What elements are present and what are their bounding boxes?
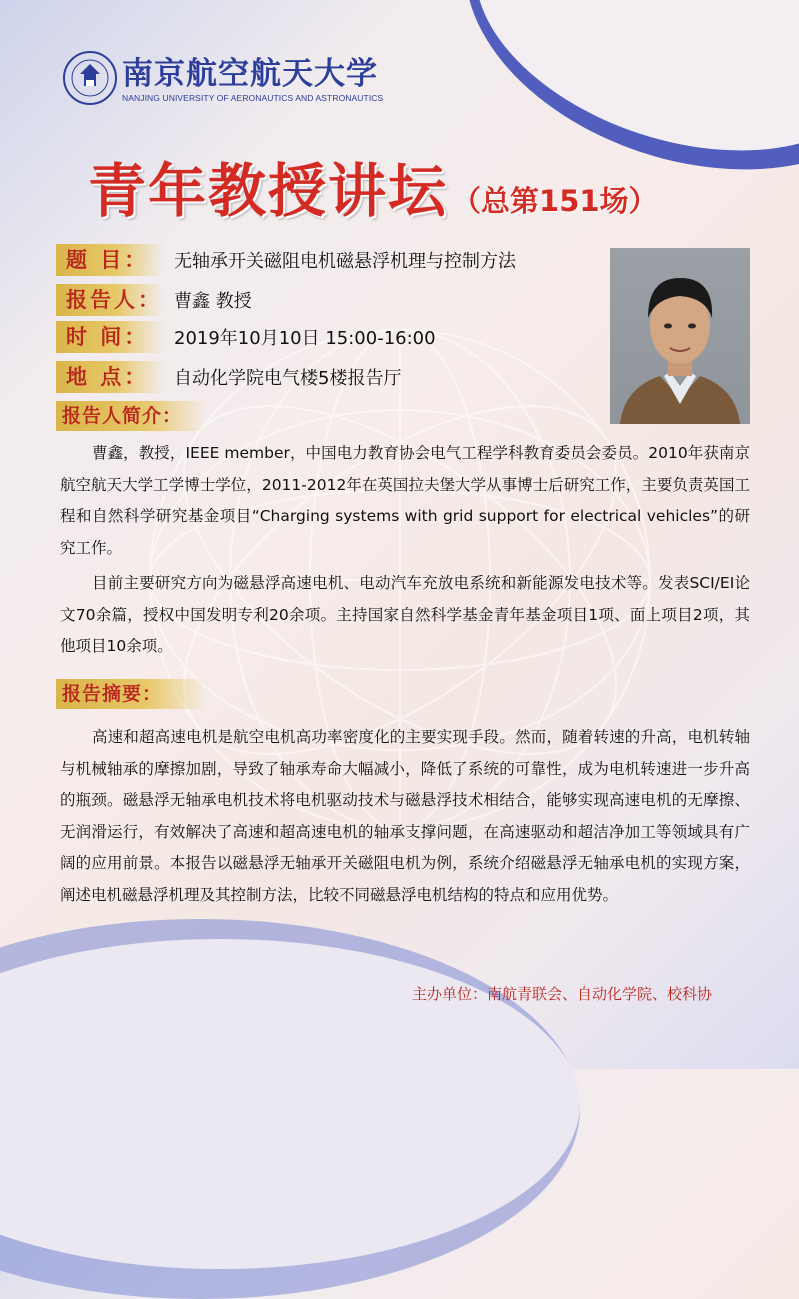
info-row-speaker xyxy=(56,284,252,316)
info-label-speaker: 报告人： xyxy=(56,284,164,316)
info-row-topic xyxy=(56,244,516,276)
speaker-photo xyxy=(610,248,750,424)
bio-paragraph-1: 曹鑫，教授，IEEE member，中国电力教育协会电气工程学科教育委员会委员。2010年获南京航空航天大学工学博士学位，2011-2012年在英国拉夫堡大学从事博士后研究工作，主要负责英国工程和自然科学研究基金项目“Charging systems with grid support for electrical vehicles”的研究工作。 xyxy=(60,444,750,557)
abstract-header: 报告摘要： xyxy=(56,679,206,709)
info-label-time: 时 间： xyxy=(56,321,164,353)
organizers: 主办单位：南航青联会、自动化学院、校科协 xyxy=(412,985,713,1003)
event-title-main: 青年教授讲坛 xyxy=(88,157,449,225)
university-name-cn: 南京航空航天大学 xyxy=(122,56,378,92)
info-label-topic: 题 目： xyxy=(56,244,164,276)
event-title-sub: （总第151场） xyxy=(452,184,658,218)
university-name-en: NANJING UNIVERSITY OF AERONAUTICS AND ASTRONAUTICS xyxy=(122,93,384,103)
info-row-location xyxy=(56,361,401,393)
bio-paragraph-2: 目前主要研究方向为磁悬浮高速电机、电动汽车充放电系统和新能源发电技术等。发表SCI/EI论文70余篇，授权中国发明专利20余项。主持国家自然科学基金青年基金项目1项、面上项目2项，其他项目10余项。 xyxy=(60,574,750,655)
event-title xyxy=(88,144,658,228)
info-value-topic: 无轴承开关磁阻电机磁悬浮机理与控制方法 xyxy=(174,251,516,272)
university-seal-logo xyxy=(62,50,118,106)
info-value-location: 自动化学院电气楼5楼报告厅 xyxy=(174,368,402,389)
info-value-time: 2019年10月10日 15:00-16:00 xyxy=(174,328,436,349)
info-label-location: 地 点： xyxy=(56,361,164,393)
info-value-speaker: 曹鑫 教授 xyxy=(174,291,252,312)
bio-header: 报告人简介： xyxy=(56,401,206,431)
abstract-paragraph: 高速和超高速电机是航空电机高功率密度化的主要实现手段。然而，随着转速的升高，电机转轴与机械轴承的摩擦加剧，导致了轴承寿命大幅减小，降低了系统的可靠性，成为电机转速进一步升高的瓶颈。磁悬浮无轴承电机技术将电机驱动技术与磁悬浮技术相结合，能够实现高速电机的无摩擦、无润滑运行，有效解决了高速和超高速电机的轴承支撑问题，在高速驱动和超洁净加工等领域具有广阔的应用前景。本报告以磁悬浮无轴承开关磁阻电机为例，系统介绍磁悬浮无轴承电机的实现方案，阐述电机磁悬浮机理及其控制方法，比较不同磁悬浮电机结构的特点和应用优势。 xyxy=(60,728,750,904)
university-name xyxy=(122,48,383,103)
info-row-time xyxy=(56,321,436,353)
